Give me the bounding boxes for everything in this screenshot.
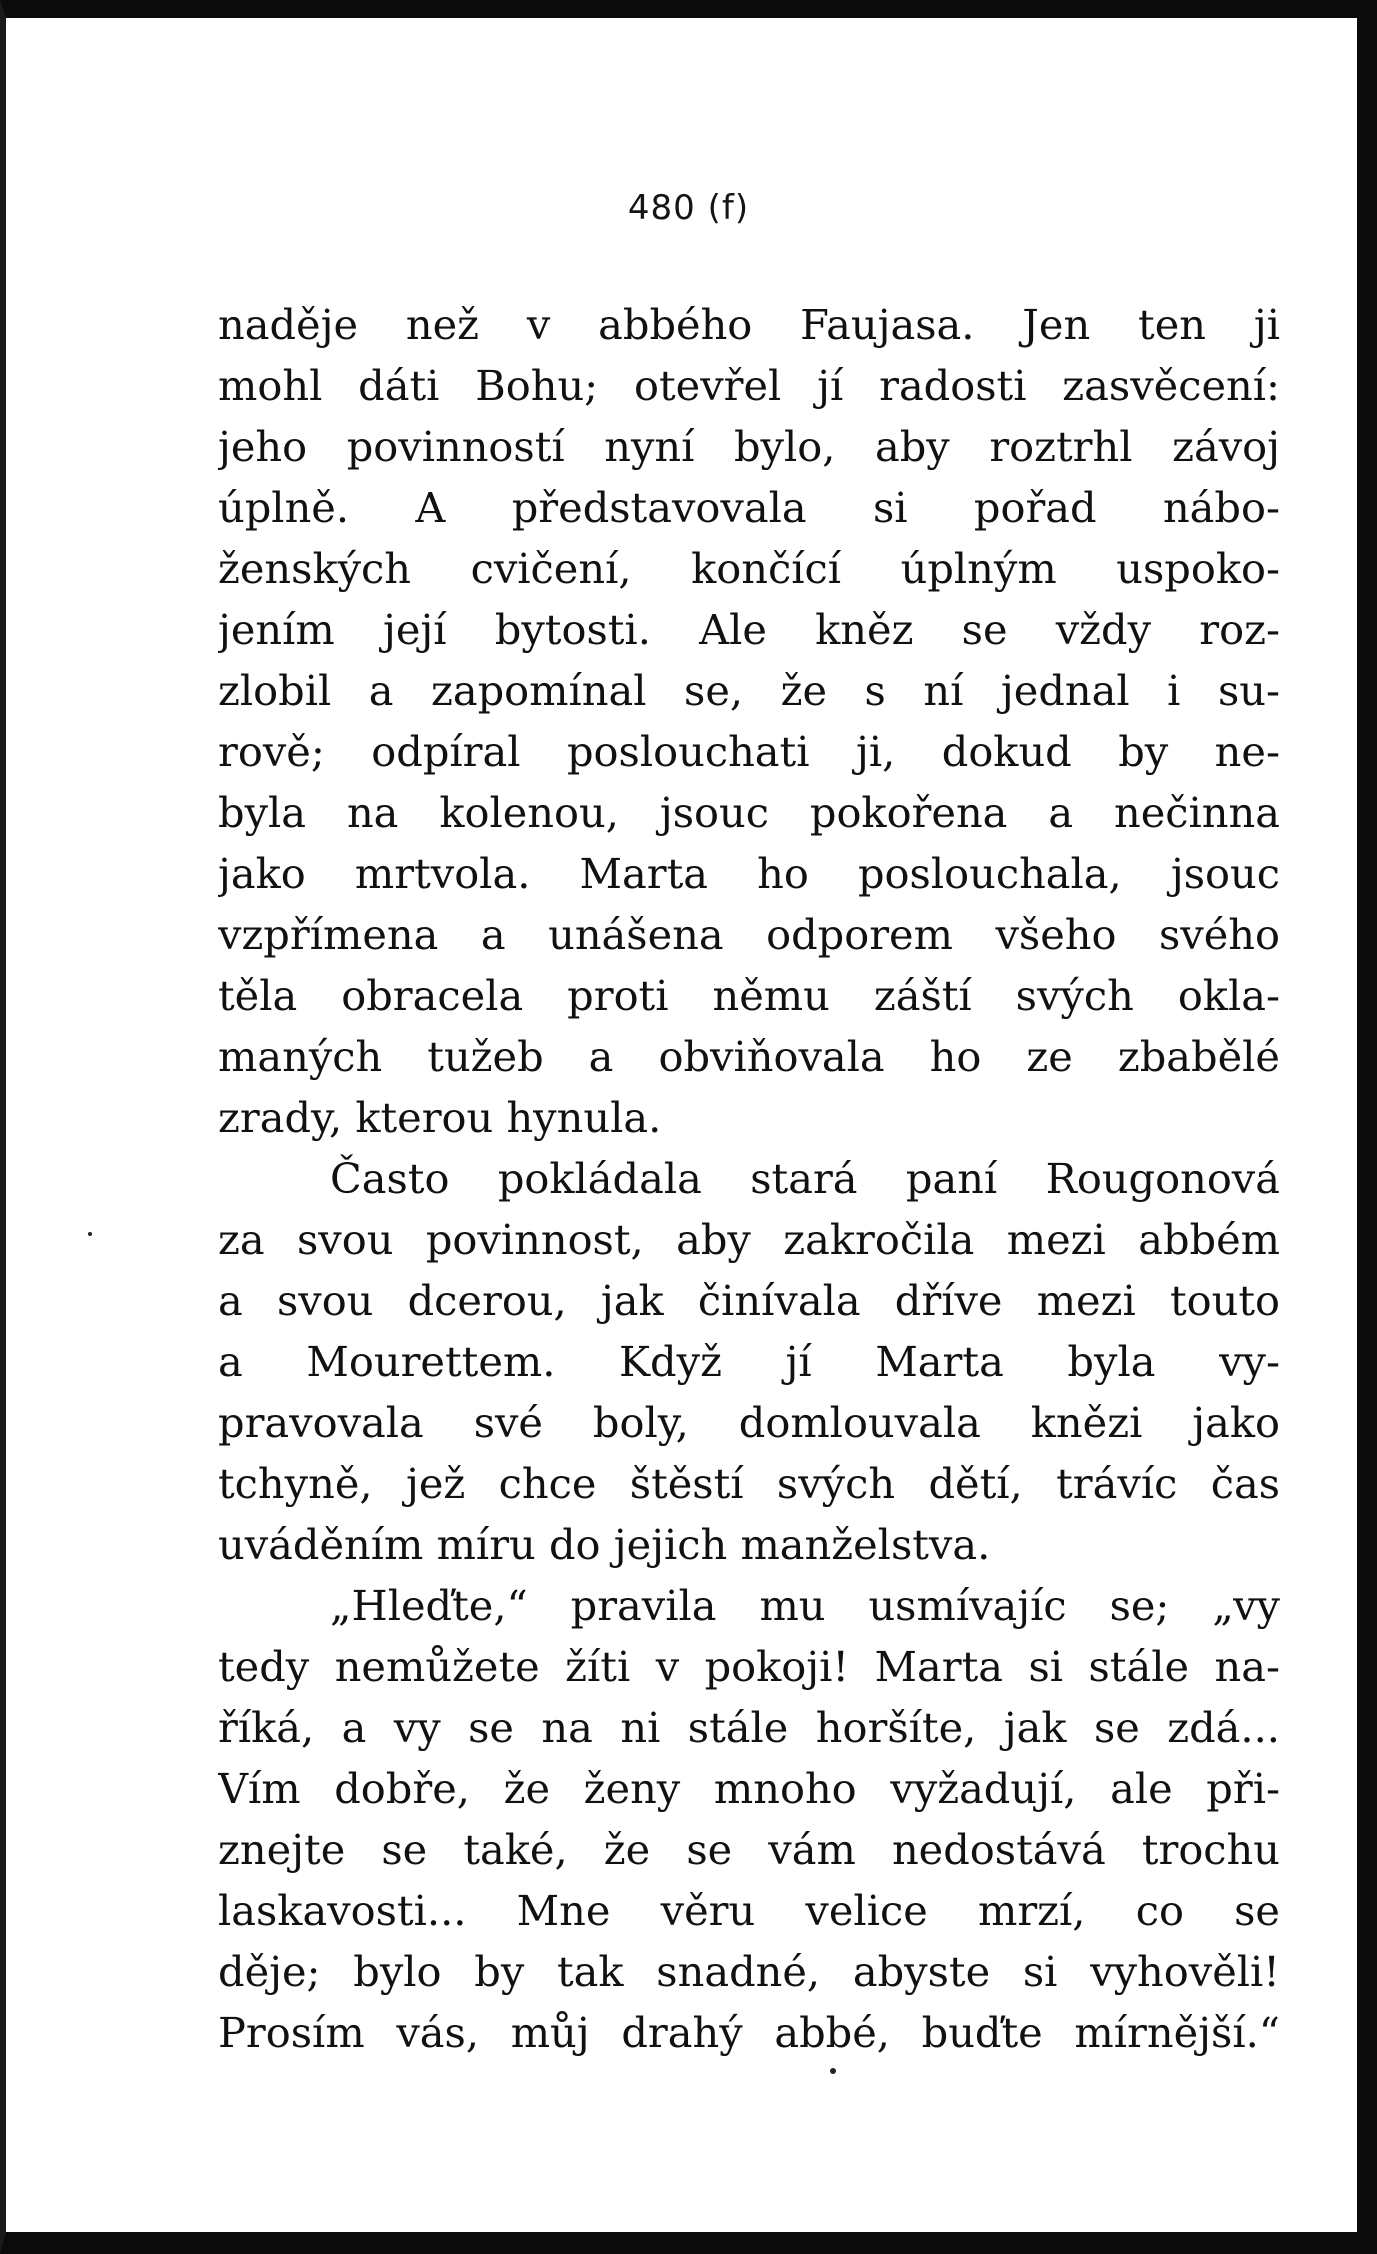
text-line: mohl dáti Bohu; otevřel jí radosti zasvěcení: <box>218 361 1280 410</box>
text-line: maných tužeb a obviňovala ho ze zbabělé <box>218 1032 1280 1081</box>
text-line: znejte se také, že se vám nedostává trochu <box>218 1825 1280 1874</box>
body-text <box>218 294 1280 2063</box>
paragraph-start-line: „Hleďte,“ pravila mu usmívajíc se; „vy <box>330 1581 1280 1630</box>
page-number: 480 (f) <box>627 188 750 228</box>
text-line: vzpřímena a unášena odporem všeho svého <box>218 910 1280 959</box>
text-line: Prosím vás, můj drahý abbé, buďte mírnější.“ <box>218 2008 1280 2057</box>
print-speck <box>830 2068 836 2074</box>
paragraph-end-line: uváděním míru do jejich manželstva. <box>218 1520 991 1569</box>
text-line: naděje než v abbého Faujasa. Jen ten ji <box>218 300 1280 349</box>
paragraph-start-line: Často pokládala stará paní Rougonová <box>330 1154 1280 1203</box>
text-line: rově; odpíral poslouchati ji, dokud by ne- <box>218 727 1280 776</box>
text-line: byla na kolenou, jsouc pokořena a nečinna <box>218 788 1280 837</box>
text-line: Vím dobře, že ženy mnoho vyžadují, ale při- <box>218 1764 1280 1813</box>
text-line: zlobil a zapomínal se, že s ní jednal i su- <box>218 666 1280 715</box>
text-line: laskavosti... Mne věru velice mrzí, co se <box>218 1886 1280 1935</box>
paragraph-end-line: zrady, kterou hynula. <box>218 1093 662 1142</box>
text-line: děje; bylo by tak snadné, abyste si vyhověli! <box>218 1947 1280 1996</box>
text-line: tedy nemůžete žíti v pokoji! Marta si stále na- <box>218 1642 1280 1691</box>
text-line: říká, a vy se na ni stále horšíte, jak se zdá... <box>218 1703 1280 1752</box>
text-line: tchyně, jež chce štěstí svých dětí, trávíc čas <box>218 1459 1280 1508</box>
text-line: a svou dcerou, jak činívala dříve mezi touto <box>218 1276 1280 1325</box>
text-line: za svou povinnost, aby zakročila mezi abbém <box>218 1215 1280 1264</box>
text-line: těla obracela proti němu záští svých okla- <box>218 971 1280 1020</box>
text-line: ženských cvičení, končící úplným uspoko- <box>218 544 1280 593</box>
text-line: jeho povinností nyní bylo, aby roztrhl závoj <box>218 422 1280 471</box>
text-line: úplně. A představovala si pořad nábo- <box>218 483 1280 532</box>
text-line: jako mrtvola. Marta ho poslouchala, jsouc <box>218 849 1280 898</box>
text-line: jením její bytosti. Ale kněz se vždy roz- <box>218 605 1280 654</box>
text-line: a Mourettem. Když jí Marta byla vy- <box>218 1337 1280 1386</box>
text-line: pravovala své boly, domlouvala knězi jako <box>218 1398 1280 1447</box>
print-speck <box>88 1232 92 1236</box>
